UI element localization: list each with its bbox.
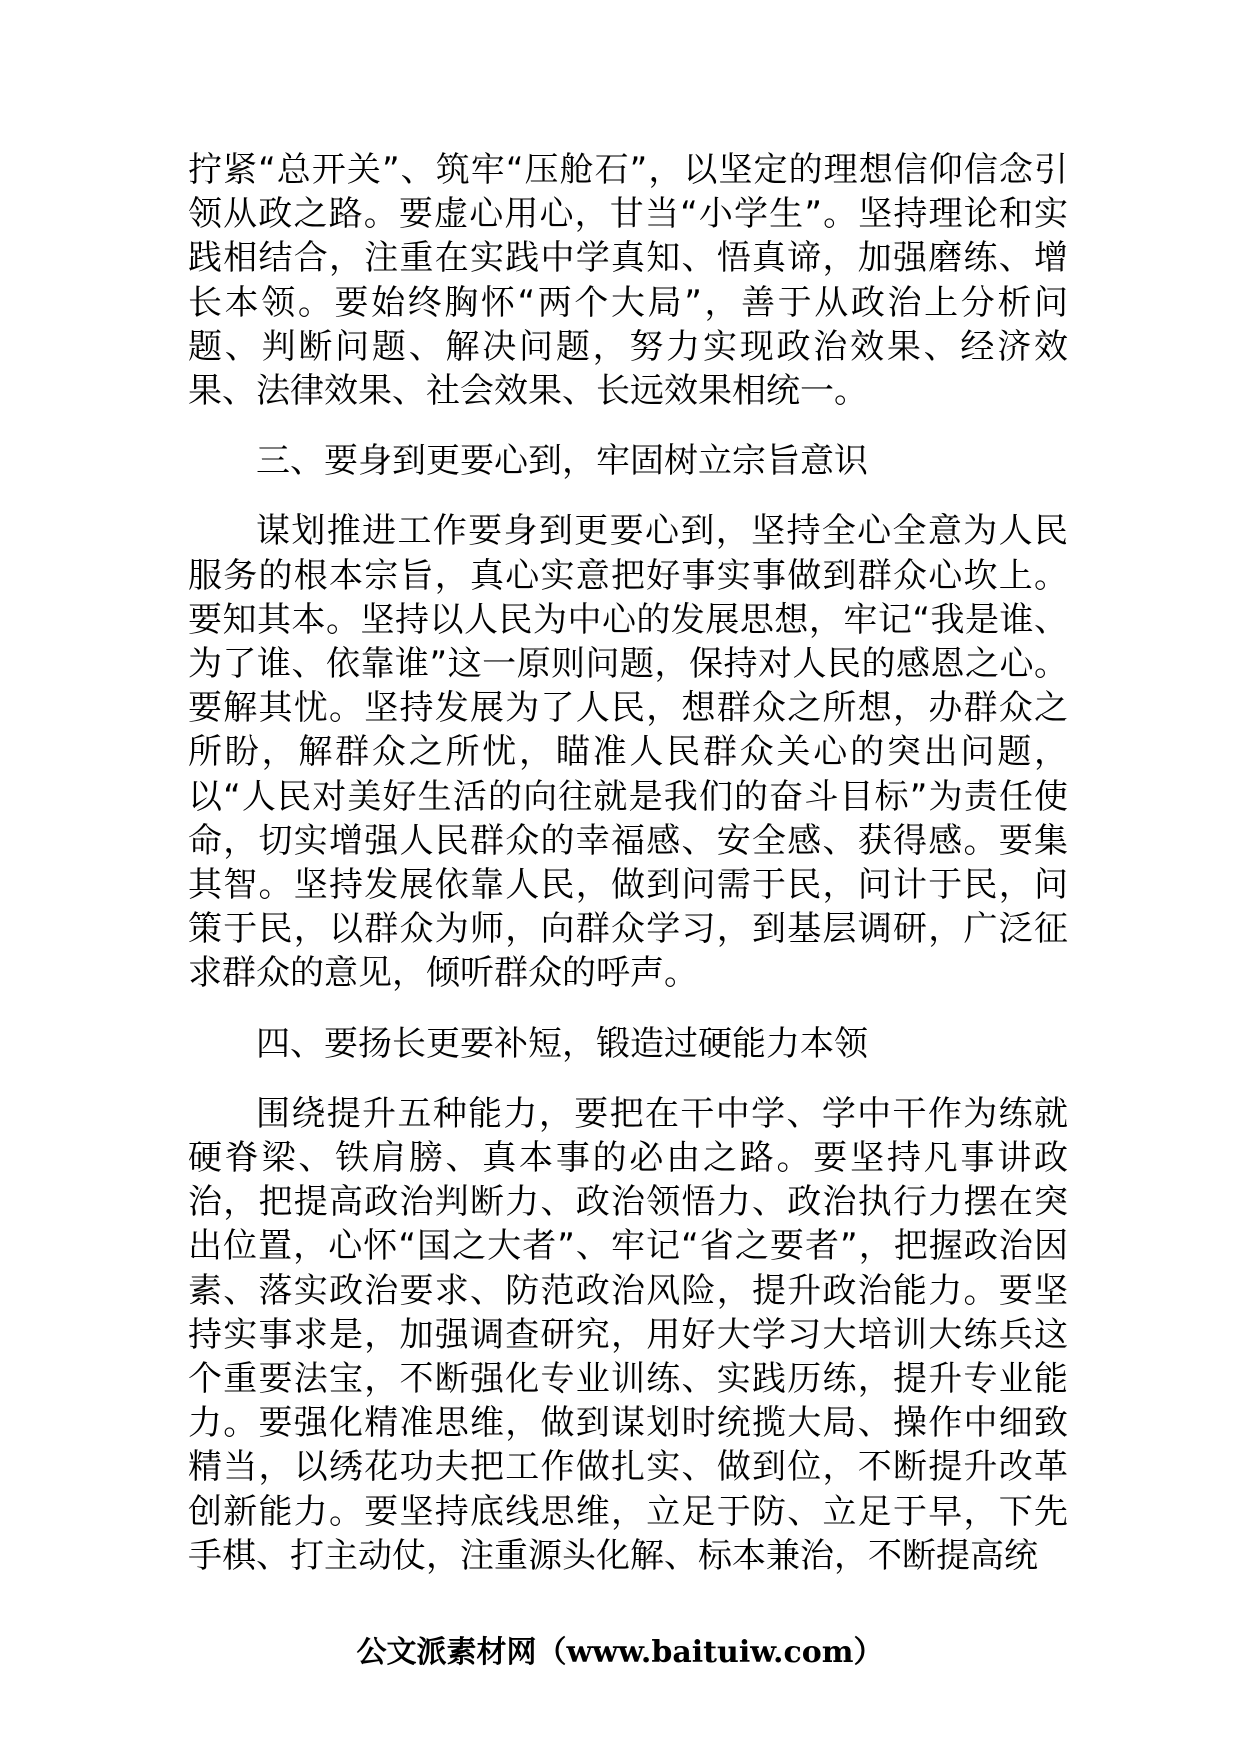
body-paragraph-section-4: 围绕提升五种能力，要把在干中学、学中干作为练就硬脊梁、铁肩膀、真本事的必由之路。要坚持凡事讲政治，把提高政治判断力、政治领悟力、政治执行力摆在突出位置，心怀“国之大者”、牢记“省之要者”，把握政治因素、落实政治要求、防范政治风险，提升政治能力。要坚持实事求是，加强调查研究，用好大学习大培训大练兵这个重要法宝，不断强化专业训练、实践历练，提升专业能力。要强化精准思维，做到谋划时统揽大局、操作中细致精当，以绣花功夫把工作做扎实、做到位，不断提升改革创新能力。要坚持底线思维，立足于防、立足于早，下先手棋、打主动仗，注重源头化解、标本兼治，不断提高统	[188, 1093, 1068, 1576]
page-footer-watermark: 公文派素材网（www.baituiw.com）	[356, 1635, 884, 1670]
body-paragraph-section-3: 谋划推进工作要身到更要心到，坚持全心全意为人民服务的根本宗旨，真心实意把好事实事做到群众心坎上。要知其本。坚持以人民为中心的发展思想，牢记“我是谁、为了谁、依靠谁”这一原则问题，保持对人民的感恩之心。要解其忧。坚持发展为了人民，想群众之所想，办群众之所盼，解群众之所忧，瞄准人民群众关心的突出问题，以“人民对美好生活的向往就是我们的奋斗目标”为责任使命，切实增强人民群众的幸福感、安全感、获得感。要集其智。坚持发展依靠人民，做到问需于民，问计于民，问策于民，以群众为师，向群众学习，到基层调研，广泛征求群众的意见，倾听群众的呼声。	[188, 511, 1068, 994]
body-paragraph-continued: 拧紧“总开关”、筑牢“压舱石”，以坚定的理想信仰信念引领从政之路。要虚心用心，甘当“小学生”。坚持理论和实践相结合，注重在实践中学真知、悟真谛，加强磨练、增长本领。要始终胸怀“两个大局”，善于从政治上分析问题、判断问题、解决问题，努力实现政治效果、经济效果、法律效果、社会效果、长远效果相统一。	[188, 150, 1068, 412]
section-heading-3: 三、要身到更要心到，牢固树立宗旨意识	[256, 441, 868, 482]
document-body	[188, 148, 1068, 1578]
section-heading-4: 四、要扬长更要补短，锻造过硬能力本领	[256, 1023, 868, 1064]
